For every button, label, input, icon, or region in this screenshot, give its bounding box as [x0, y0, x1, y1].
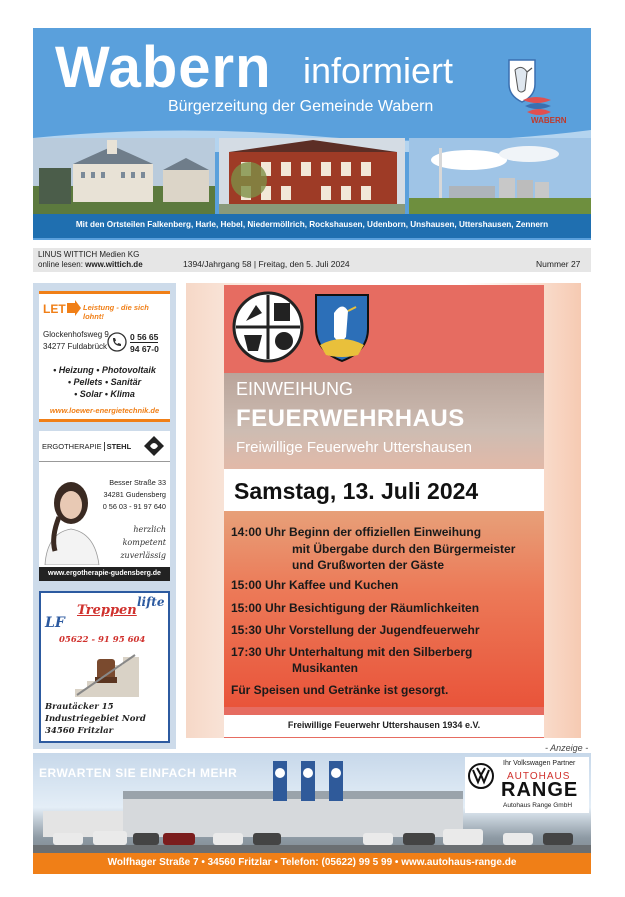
ergo-phone: 0 56 03 - 91 97 640 [102, 502, 166, 511]
event-date: Samstag, 13. Juli 2024 [234, 478, 479, 504]
schedule-item: 17:30 Uhr Unterhaltung mit den Silberberg [231, 645, 473, 659]
schedule-item: 14:00 Uhr Beginn der offiziellen Einweihung [231, 525, 482, 539]
industry-photo [409, 138, 591, 214]
ad-treppenlifte[interactable] [39, 591, 170, 743]
ad-label: - Anzeige - [545, 743, 589, 753]
let-street: Glockenhofsweg 9 [43, 330, 109, 339]
lf-address [45, 701, 146, 737]
autohaus-brand-top: AUTOHAUS [507, 771, 571, 782]
firehouse-photo [224, 373, 544, 469]
ad-ergotherapie[interactable] [39, 431, 170, 581]
castle-photo [33, 138, 215, 214]
districts-text: Mit den Ortsteilen Falkenberg, Harle, Hebel, Niedermöllrich, Rockshausen, Udenborn, Unshausen, Uttershausen, Zennern [75, 220, 549, 229]
poster-footer-text: Freiwillige Feuerwehr Uttershausen 1934 e.V. [287, 720, 481, 730]
event-date-box [224, 469, 544, 511]
let-service-line: • Heizung • Photovoltaik [53, 365, 156, 375]
ergo-slogan-line: kompetent [122, 538, 166, 547]
closing-note: Für Speisen und Getränke ist gesorgt. [231, 683, 449, 697]
autohaus-company: Autohaus Range GmbH [503, 802, 573, 809]
schedule-item-detail: und Grußworten der Gäste [292, 558, 445, 572]
townhall-photo [219, 138, 405, 214]
autohaus-partner: Ihr Volkswagen Partner [503, 760, 576, 767]
poster-line-brigade: Freiwillige Feuerwehr Uttershausen [236, 439, 472, 456]
masthead-title: Wabern [55, 35, 272, 100]
ergo-slogan-line: zuverlässig [120, 551, 166, 560]
schedule-item: 15:00 Uhr Kaffee und Kuchen [231, 578, 399, 592]
autohaus-logo-box [465, 757, 589, 813]
let-slogan: Leistung - die sich lohnt! [83, 303, 149, 321]
online-label: online lesen: [38, 260, 83, 269]
poster-line-einweihung: EINWEIHUNG [236, 379, 353, 399]
masthead-title-suffix: informiert [303, 50, 454, 91]
let-services [39, 364, 170, 400]
online-line [38, 260, 178, 270]
ad-let[interactable] [39, 291, 170, 422]
let-url-link[interactable]: www.loewer-energietechnik.de [49, 406, 160, 415]
let-arrow-icon [67, 300, 81, 316]
ergo-slogan [120, 523, 166, 562]
therapist-portrait [41, 477, 103, 565]
let-service-line: • Pellets • Sanitär [67, 377, 142, 387]
lf-city: 34560 Fritzlar [45, 726, 114, 736]
online-url-link[interactable]: www.wittich.de [85, 260, 143, 269]
ergo-name-text: ERGOTHERAPIE [42, 442, 102, 451]
municipal-crest-icon [505, 50, 555, 120]
autohaus-contact: Wolfhager Straße 7 • 34560 Fritzlar • Telefon: (05622) 99 5 99 • www.autohaus-range.de [107, 857, 517, 868]
issue-info: 1394/Jahrgang 58 | Freitag, den 5. Juli 2024 [183, 259, 350, 269]
ergo-logo-icon [143, 435, 165, 457]
ergo-city: 34281 Gudensberg [103, 490, 166, 499]
let-city: 34277 Fuldabrück [43, 342, 108, 351]
logo-wordmark: WABERN [531, 116, 567, 125]
stairlift-image [75, 649, 139, 697]
let-phone-prefix: 0 56 65 [130, 332, 159, 342]
ergo-name [42, 442, 131, 451]
masthead-subtitle: Bürgerzeitung der Gemeinde Wabern [168, 98, 434, 115]
schedule-item-detail: mit Übergabe durch den Bürgermeister [292, 542, 516, 556]
poster-line-feuerwehrhaus: FEUERWEHRHAUS [236, 405, 465, 432]
let-brand: LET [43, 302, 66, 316]
lf-brand: LF [45, 615, 65, 631]
lf-word-treppen: Treppen [77, 603, 137, 618]
poster-footer [224, 715, 544, 737]
schedule-item: 15:00 Uhr Besichtigung der Räumlichkeiten [231, 601, 480, 615]
ergo-divider [39, 461, 170, 462]
let-phone-number: 94 67-0 [130, 344, 159, 354]
vw-logo-icon [468, 763, 494, 789]
lf-phone: 05622 - 91 95 604 [59, 635, 146, 645]
ergo-slogan-line: herzlich [133, 525, 166, 534]
ergo-street: Besser Straße 33 [109, 478, 166, 487]
autohaus-brand: RANGE [501, 779, 579, 801]
publisher-name: LINUS WITTICH Medien KG [38, 250, 140, 259]
phone-icon [107, 332, 127, 352]
sidebar-ads [33, 283, 176, 749]
lf-area: Industriegebiet Nord [45, 714, 146, 724]
autohaus-headline: ERWARTEN SIE EINFACH MEHR [39, 766, 238, 780]
ergo-address [103, 477, 166, 513]
masthead [33, 28, 591, 240]
ergo-url-link[interactable]: www.ergotherapie-gudensberg.de [39, 567, 170, 581]
publisher-block [38, 250, 178, 270]
issue-number: Nummer 27 [536, 259, 581, 269]
uttershausen-crest-icon [314, 293, 370, 363]
lf-street: Brautäcker 15 [45, 702, 114, 712]
autohaus-footer-bar [33, 853, 591, 874]
schedule-item: 15:30 Uhr Vorstellung der Jugendfeuerwehr [231, 623, 480, 637]
ergo-name-owner: STEHL [104, 442, 132, 451]
lf-word-lifte: lifte [137, 595, 165, 609]
fire-brigade-emblem-icon [232, 291, 304, 363]
let-service-line: • Solar • Klima [74, 389, 135, 399]
schedule-item-detail: Musikanten [292, 661, 359, 675]
